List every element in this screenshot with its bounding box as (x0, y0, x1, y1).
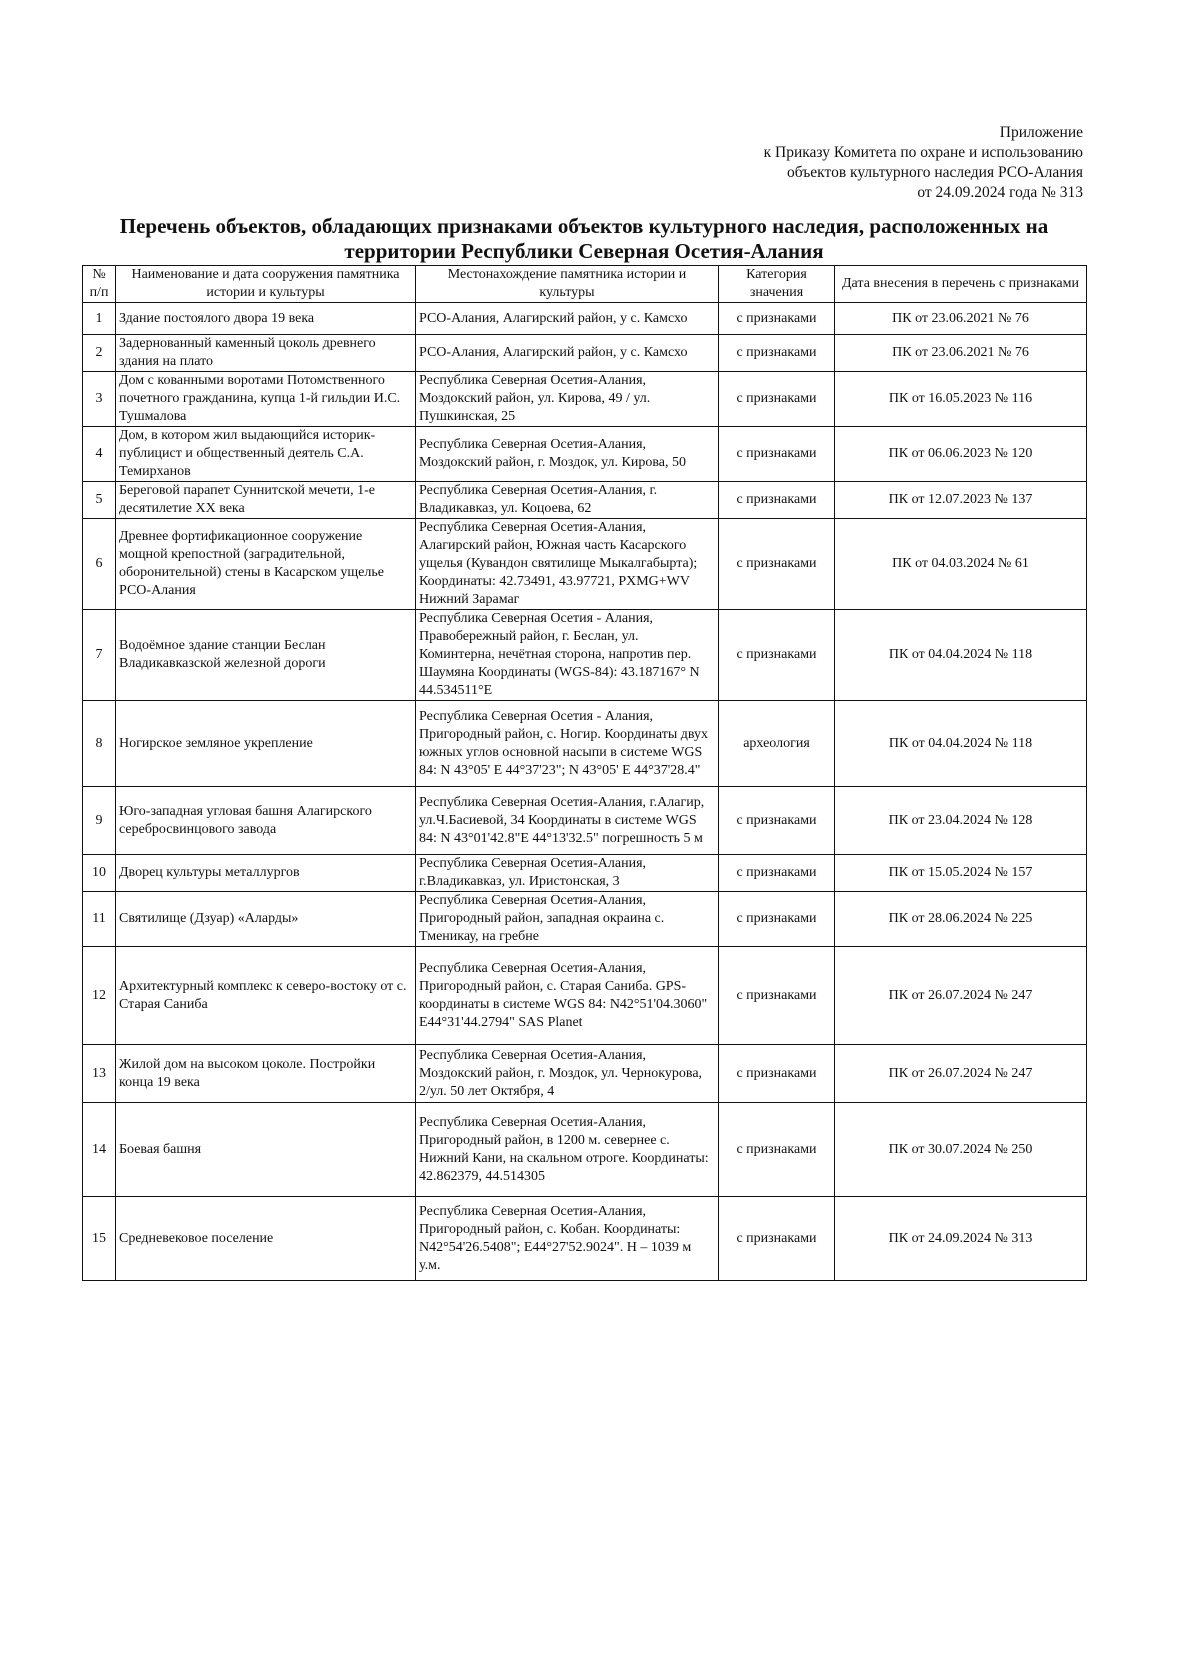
row-number: 9 (83, 787, 116, 855)
object-location: Республика Северная Осетия - Алания, Правобережный район, г. Беслан, ул. Коминтерна, нечётная сторона, напротив пер. Шаумяна Координаты (WGS-84): 43.187167° N 44.534511°E (416, 610, 719, 701)
inclusion-date: ПК от 23.06.2021 № 76 (835, 303, 1087, 335)
object-location: Республика Северная Осетия-Алания, Алагирский район, Южная часть Касарского ущелья (Кувандон святилище Мыкалгабырта); Координаты: 42.73491, 43.97721, PXMG+WV Нижний Зарамаг (416, 519, 719, 610)
object-name: Ногирское земляное укрепление (116, 701, 416, 787)
table-row (83, 892, 1087, 947)
row-number: 12 (83, 947, 116, 1045)
object-category: с признаками (719, 303, 835, 335)
object-category: с признаками (719, 1197, 835, 1281)
object-category: с признаками (719, 1103, 835, 1197)
header-name: Наименование и дата сооружения памятника истории и культуры (116, 266, 416, 303)
object-category: с признаками (719, 855, 835, 892)
object-category: с признаками (719, 1045, 835, 1103)
object-name: Святилище (Дзуар) «Аларды» (116, 892, 416, 947)
order-reference-cont: объектов культурного наследия РСО-Алания (787, 164, 1083, 181)
table-row (83, 610, 1087, 701)
object-name: Дом с кованными воротами Потомственного почетного гражданина, купца 1-й гильдии И.С. Тушмалова (116, 372, 416, 427)
object-category: с признаками (719, 610, 835, 701)
object-name: Береговой парапет Суннитской мечети, 1-е десятилетие XX века (116, 482, 416, 519)
table-row (83, 335, 1087, 372)
row-number: 11 (83, 892, 116, 947)
table-row (83, 701, 1087, 787)
object-name: Дом, в котором жил выдающийся историк-публицист и общественный деятель С.А. Темирханов (116, 427, 416, 482)
object-category: с признаками (719, 519, 835, 610)
row-number: 13 (83, 1045, 116, 1103)
heritage-objects-table (82, 265, 1087, 1281)
row-number: 10 (83, 855, 116, 892)
object-location: Республика Северная Осетия-Алания, г. Владикавказ, ул. Коцоева, 62 (416, 482, 719, 519)
inclusion-date: ПК от 30.07.2024 № 250 (835, 1103, 1087, 1197)
table-row (83, 482, 1087, 519)
object-category: с признаками (719, 787, 835, 855)
row-number: 5 (83, 482, 116, 519)
table-row (83, 1103, 1087, 1197)
inclusion-date: ПК от 06.06.2023 № 120 (835, 427, 1087, 482)
inclusion-date: ПК от 28.06.2024 № 225 (835, 892, 1087, 947)
object-location: Республика Северная Осетия-Алания, г.Владикавказ, ул. Иристонская, 3 (416, 855, 719, 892)
order-date: от 24.09.2024 года № 313 (917, 184, 1083, 201)
header-location: Местонахождение памятника истории и культуры (416, 266, 719, 303)
row-number: 2 (83, 335, 116, 372)
object-location: Республика Северная Осетия-Алания, Пригородный район, с. Кобан. Координаты: N42°54'26.5408"; E44°27'52.9024". Н – 1039 м у.м. (416, 1197, 719, 1281)
object-name: Здание постоялого двора 19 века (116, 303, 416, 335)
object-name: Архитектурный комплекс к северо-востоку от с. Старая Саниба (116, 947, 416, 1045)
inclusion-date: ПК от 04.04.2024 № 118 (835, 610, 1087, 701)
object-location: Республика Северная Осетия - Алания, Пригородный район, с. Ногир. Координаты двух южных углов основной насыпи в системе WGS 84: N 43°05' E 44°37'23"; N 43°05' E 44°37'28.4" (416, 701, 719, 787)
header-num: № п/п (83, 266, 116, 303)
table-row (83, 947, 1087, 1045)
inclusion-date: ПК от 16.05.2023 № 116 (835, 372, 1087, 427)
object-location: Республика Северная Осетия-Алания, Моздокский район, г. Моздок, ул. Кирова, 50 (416, 427, 719, 482)
table-body (83, 303, 1087, 1281)
row-number: 6 (83, 519, 116, 610)
inclusion-date: ПК от 04.03.2024 № 61 (835, 519, 1087, 610)
object-location: Республика Северная Осетия-Алания, Пригородный район, с. Старая Саниба. GPS-координаты в системе WGS 84: N42°51'04.3060" E44°31'44.2794" SAS Planet (416, 947, 719, 1045)
row-number: 3 (83, 372, 116, 427)
table-row (83, 303, 1087, 335)
header-category: Категория значения (719, 266, 835, 303)
inclusion-date: ПК от 12.07.2023 № 137 (835, 482, 1087, 519)
object-name: Дворец культуры металлургов (116, 855, 416, 892)
inclusion-date: ПК от 24.09.2024 № 313 (835, 1197, 1087, 1281)
object-category: с признаками (719, 372, 835, 427)
table-row (83, 1197, 1087, 1281)
object-name: Средневековое поселение (116, 1197, 416, 1281)
row-number: 15 (83, 1197, 116, 1281)
table-row (83, 372, 1087, 427)
object-location: Республика Северная Осетия-Алания, г.Алагир, ул.Ч.Басиевой, 34 Координаты в системе WGS 84: N 43°01'42.8"E 44°13'32.5" погрешность 5 м (416, 787, 719, 855)
header-date: Дата внесения в перечень с признаками (835, 266, 1087, 303)
object-location: Республика Северная Осетия-Алания, Пригородный район, в 1200 м. севернее с. Нижний Кани, на скальном отроге. Координаты: 42.862379, 44.514305 (416, 1103, 719, 1197)
table-row (83, 787, 1087, 855)
object-category: археология (719, 701, 835, 787)
inclusion-date: ПК от 23.04.2024 № 128 (835, 787, 1087, 855)
object-name: Задернованный каменный цоколь древнего здания на плато (116, 335, 416, 372)
object-category: с признаками (719, 892, 835, 947)
row-number: 4 (83, 427, 116, 482)
appendix-label: Приложение (999, 124, 1083, 141)
table-row (83, 427, 1087, 482)
inclusion-date: ПК от 26.07.2024 № 247 (835, 947, 1087, 1045)
table-header-row (83, 266, 1087, 303)
object-name: Боевая башня (116, 1103, 416, 1197)
object-name: Жилой дом на высоком цоколе. Постройки конца 19 века (116, 1045, 416, 1103)
table-row (83, 519, 1087, 610)
row-number: 1 (83, 303, 116, 335)
inclusion-date: ПК от 26.07.2024 № 247 (835, 1045, 1087, 1103)
table-row (83, 855, 1087, 892)
appendix-header (764, 123, 1083, 203)
object-name: Водоёмное здание станции Беслан Владикавказской железной дороги (116, 610, 416, 701)
object-category: с признаками (719, 947, 835, 1045)
object-location: Республика Северная Осетия-Алания, Пригородный район, западная окраина с. Тменикау, на гребне (416, 892, 719, 947)
table-row (83, 1045, 1087, 1103)
object-name: Юго-западная угловая башня Алагирского серебросвинцового завода (116, 787, 416, 855)
object-location: Республика Северная Осетия-Алания, Моздокский район, ул. Кирова, 49 / ул. Пушкинская, 25 (416, 372, 719, 427)
document-title: Перечень объектов, обладающих признаками объектов культурного наследия, расположенных на территории Республики Северная Осетия-Алания (119, 214, 1049, 263)
object-location: РСО-Алания, Алагирский район, у с. Камсхо (416, 303, 719, 335)
row-number: 7 (83, 610, 116, 701)
object-category: с признаками (719, 335, 835, 372)
object-category: с признаками (719, 482, 835, 519)
order-reference: к Приказу Комитета по охране и использованию (763, 144, 1083, 161)
inclusion-date: ПК от 04.04.2024 № 118 (835, 701, 1087, 787)
object-location: Республика Северная Осетия-Алания, Моздокский район, г. Моздок, ул. Чернокурова, 2/ул. 50 лет Октября, 4 (416, 1045, 719, 1103)
row-number: 8 (83, 701, 116, 787)
object-name: Древнее фортификационное сооружение мощной крепостной (заградительной, оборонительной) стены в Касарском ущелье РСО-Алания (116, 519, 416, 610)
row-number: 14 (83, 1103, 116, 1197)
inclusion-date: ПК от 15.05.2024 № 157 (835, 855, 1087, 892)
inclusion-date: ПК от 23.06.2021 № 76 (835, 335, 1087, 372)
object-location: РСО-Алания, Алагирский район, у с. Камсхо (416, 335, 719, 372)
object-category: с признаками (719, 427, 835, 482)
